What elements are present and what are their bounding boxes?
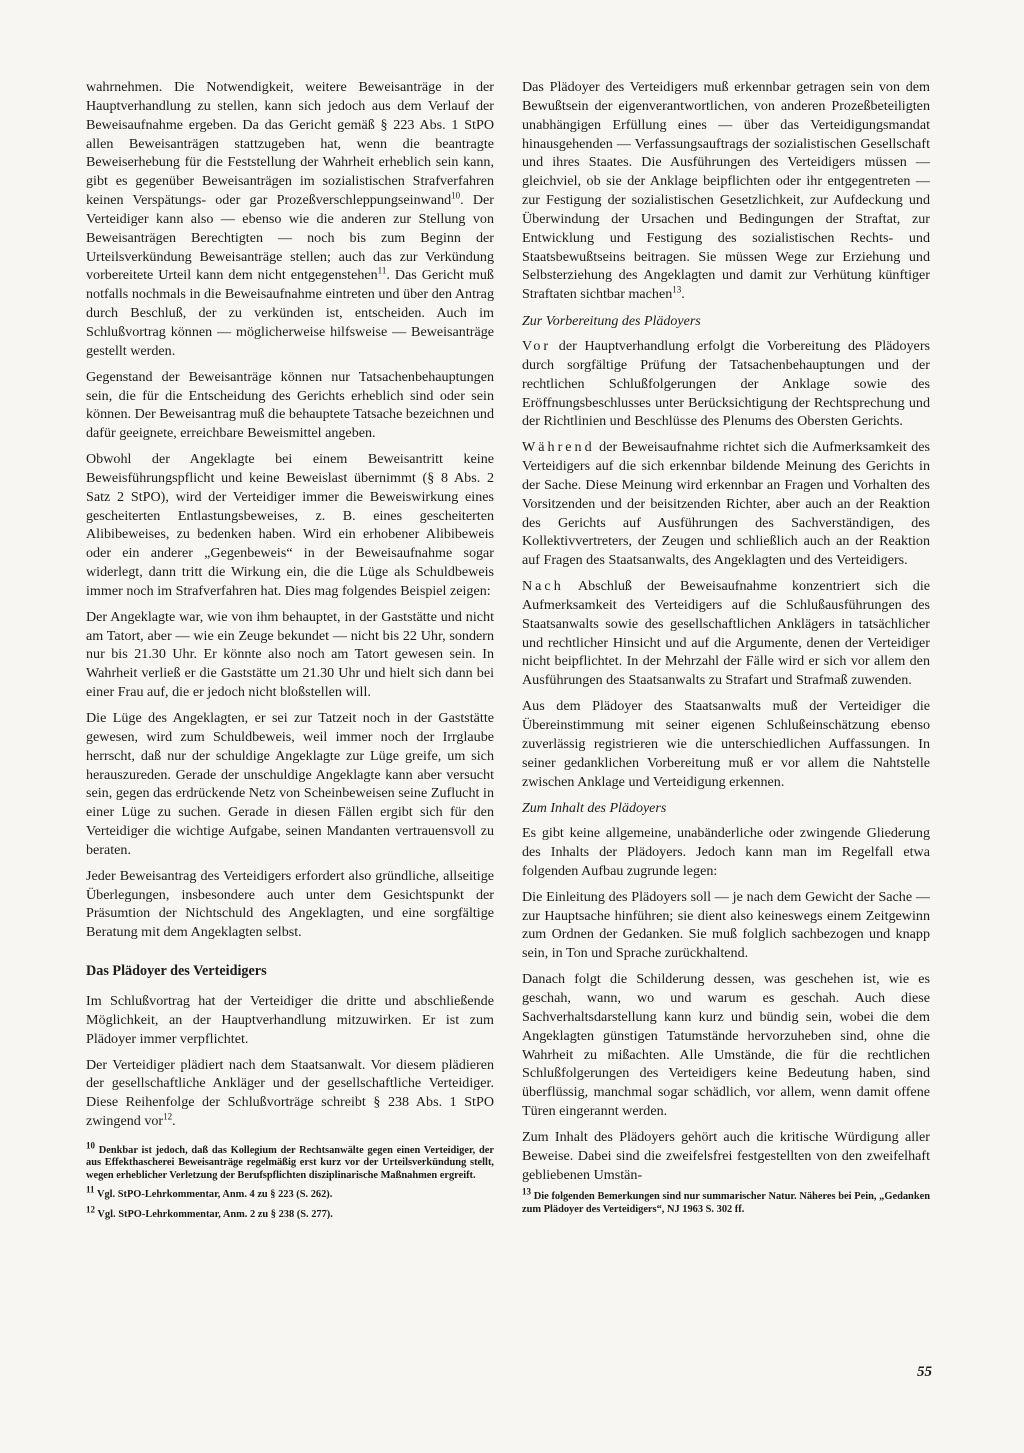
- footnote-ref: 11: [377, 265, 387, 276]
- paragraph-text: Abschluß der Beweisaufnahme konzentriert sich die Aufmerksamkeit des Verteidigers auf die Schlußausführungen des Staatsanwalts sowie des gesellschaftlichen Anklägers in tatsächlicher und rechtlicher Hinsicht und auf die Argumente, denen der Verteidiger nicht beipflichtet. In der Mehrzahl der Fälle wird er sich vor allem den Ausführungen des Staatsanwalts zu Strafart und Strafmaß zuwenden.: [522, 578, 930, 689]
- footnote-12: [86, 1204, 494, 1221]
- right-column: [522, 78, 930, 1223]
- paragraph-text: .: [172, 1113, 176, 1130]
- paragraph: Gegenstand der Beweisanträge können nur Tatsachenbehauptungen sein, die für die Entscheidung des Gerichts erheblich sind oder sein können. Der Beweisantrag muß die behauptete Tatsache bezeichnen und dafür geeignete, erreichbare Beweismittel angeben.: [86, 368, 494, 442]
- footnote-number: 11: [86, 1184, 95, 1195]
- footnote-13: [522, 1186, 930, 1216]
- footnote-text: Denkbar ist jedoch, daß das Kollegium der Rechtsanwälte gegen einen Verteidiger, der aus Effekthascherei Beweisanträge regelmäßig erst kurz vor der Urteilsverkündung stellt, wegen erheblicher Verletzung der Berufspflichten disziplinarische Maßnahmen ergreift.: [86, 1144, 494, 1181]
- paragraph-text: der Beweisaufnahme richtet sich die Aufmerksamkeit des Verteidigers auf die sich erkennbar bildende Meinung des Gerichts in der Sache. Diese Meinung wird erkennbar an Fragen und Vorhalten des Vorsitzenden und der beisitzenden Richter, aber auch an der Reaktion des Gerichts auf Ausführungen des Sachverständigen, des Kollektivvertreters, der Zeugen und schließlich auch an der Reaktion auf Fragen des Staatsanwalts, des Angeklagten und des Verteidigers.: [522, 439, 930, 569]
- footnote-number: 12: [86, 1204, 95, 1215]
- example-paragraph: Der Angeklagte war, wie von ihm behauptet, in der Gaststätte und nicht am Tatort, aber — wie ein Zeuge bekundet — nicht bis 22 Uhr, sondern nur bis 21.30 Uhr. Er könnte also noch am Tatort gewesen sein. In Wahrheit verließ er die Gaststätte um 21.30 Uhr und hielt sich dann bei einer Frau auf, die er jedoch nicht bloßstellen will.: [86, 608, 494, 701]
- paragraph: Jeder Beweisantrag des Verteidigers erfordert also gründliche, allseitige Überlegungen, insbesondere auch unter dem Gesichtspunkt der Präsumtion der Nichtschuld des Angeklagten, und eine sorgfältige Beratung mit dem Angeklagten selbst.: [86, 867, 494, 941]
- footnotes: [86, 1140, 494, 1221]
- paragraph: Die Lüge des Angeklagten, er sei zur Tatzeit noch in der Gaststätte gewesen, wird zum Schuldbeweis, weil immer noch der Irrglaube herrscht, daß nur der schuldige Angeklagte zur Lüge greife, um sich herauszureden. Gerade der unschuldige Angeklagte kann aber versucht sein, gegen das erdrückende Netz von Scheinbeweisen seine Zuflucht in einer Lüge zu suchen. Gerade in diesen Fällen ergibt sich für den Verteidiger die wichtige Aufgabe, seinen Mandanten vertrauensvoll zu beraten.: [86, 710, 494, 858]
- paragraph: Zum Inhalt des Plädoyers gehört auch die kritische Würdigung aller Beweise. Dabei sind die zweifelsfrei festgestellten von den zweifelhaft gebliebenen Umstän-: [522, 1128, 930, 1183]
- paragraph-text: der Hauptverhandlung erfolgt die Vorbereitung des Plädoyers durch sorgfältige Prüfung der Tatsachenbehauptungen und der rechtlichen Schlußfolgerungen der Anklage sowie des Eröffnungsbeschlusses unter Berücksichtigung der Rechtsprechung und der Richtlinien und Beschlüsse des Plenums des Obersten Gerichts.: [522, 337, 930, 430]
- footnote-text: Vgl. StPO-Lehrkommentar, Anm. 2 zu § 238 (S. 277).: [97, 1208, 333, 1220]
- paragraph: [522, 78, 930, 304]
- spaced-lead-word: Vor: [522, 337, 552, 354]
- paragraph: [86, 78, 494, 361]
- paragraph: Obwohl der Angeklagte bei einem Beweisantritt keine Beweisführungspflicht und keine Beweislast übernimmt (§ 8 Abs. 2 Satz 2 StPO), wird der Verteidiger immer die Beweiswirkung eines gescheiterten Entlastungsbeweises, z. B. eines gescheiterten Alibibeweises, zu bedenken haben. Wird ein erhobener Alibibeweis oder ein anderer „Gegenbeweis“ in der Beweisaufnahme sogar widerlegt, dann tritt die Wirkung ein, die die Lüge als Schuldbeweis immer noch im Strafverfahren hat. Dies mag folgendes Beispiel zeigen:: [86, 451, 494, 599]
- paragraph-text: Das Plädoyer des Verteidigers muß erkennbar getragen sein von dem Bewußtsein der eigenverantwortlichen, von anderen Prozeßbeteiligten unabhängigen Erfüllung eines — über das Verteidigungsmandat hinausgehenden — Verfassungsauftrags der sozialistischen Gesellschaft und ihres Staates. Die Ausführungen des Verteidigers müssen — gleichviel, ob sie der Anklage beipflichten oder ihr entgegentreten — zur Festigung der sozialistischen Gesetzlichkeit, zur Aufdeckung und Überwindung der Ursachen und Bedingungen der Straftat, zur Entwicklung und Festigung des sozialistischen Rechts- und Staatsbewußtseins beitragen. Sie müssen Wege zur Erziehung und Selbsterziehung des Angeklagten und damit zur Verhütung künftiger Straftaten sichtbar machen: [522, 79, 930, 303]
- footnote-ref: 12: [163, 1111, 173, 1122]
- paragraph: Die Einleitung des Plädoyers soll — je nach dem Gewicht der Sache — zur Hauptsache hinführen; sie dient also keineswegs einem Zeitgewinn zum Ordnen der Gedanken. Sie muß folglich sachbezogen und knapp sein, in Ton und Sprache zurückhaltend.: [522, 888, 930, 962]
- subheading: Zur Vorbereitung des Plädoyers: [522, 314, 701, 330]
- subheading: Zum Inhalt des Plädoyers: [522, 801, 667, 817]
- footnote-number: 10: [86, 1140, 95, 1151]
- footnote-11: [86, 1184, 494, 1201]
- footnote-ref: 13: [672, 284, 682, 295]
- paragraph: [522, 438, 930, 570]
- section-heading: Das Plädoyer des Verteidigers: [86, 963, 267, 980]
- footnotes: [522, 1186, 930, 1216]
- footnote-ref: 10: [451, 190, 461, 201]
- footnote-text: Die folgenden Bemerkungen sind nur summarischer Natur. Näheres bei Pein, „Gedanken zum Plädoyer des Verteidigers“, NJ 1963 S. 302 ff.: [522, 1191, 930, 1215]
- footnote-text: Vgl. StPO-Lehrkommentar, Anm. 4 zu § 223 (S. 262).: [96, 1189, 333, 1201]
- footnote-10: [86, 1140, 494, 1182]
- paragraph-text: wahrnehmen. Die Notwendigkeit, weitere Beweisanträge in der Hauptverhandlung zu stellen, kann sich jedoch aus dem Verlauf der Beweisaufnahme ergeben. Da das Gericht gemäß § 223 Abs. 1 StPO allen Beweisanträgen stattzugeben hat, wenn die beantragte Beweiserhebung für die Feststellung der Wahrheit erheblich sein kann, gibt es gegenüber Beweisanträgen im sozialistischen Strafverfahren keinen Verspätungs- oder gar Prozeßverschleppungseinwand: [86, 79, 494, 209]
- paragraph: [522, 337, 930, 431]
- spaced-lead-word: Während: [522, 439, 595, 456]
- paragraph-text: . Der Verteidiger kann also — ebenso wie die anderen zur Stellung von Beweisanträgen Berechtigten — noch bis zum Beginn der Urteilsverkündung Beweisanträge stellen; auch das zur Verkündung vorbereitete Urteil kann dem nicht entgegenstehen: [86, 192, 494, 284]
- paragraph: Danach folgt die Schilderung dessen, was geschehen ist, wie es geschah, wann, wo und warum es geschah. Auch diese Sachverhaltsdarstellung kann kurz und bündig sein, wobei die dem Angeklagten günstigen Tatumstände hervorzuheben sind, ohne die Wahrheit zu mißachten. Alle Umstände, die für die rechtlichen Schlußfolgerungen des Verteidigers keine Bedeutung haben, sind überflüssig, manchmal sogar schädlich, vor allem, wenn damit offene Türen eingerannt werden.: [522, 971, 930, 1120]
- paragraph-text: . Das Gericht muß notfalls nochmals in die Beweisaufnahme eintreten und über den Antrag durch Beschluß, der zu verkünden ist, entscheiden. Auch im Schlußvortrag können — möglicherweise hilfsweise — Beweisanträge gestellt werden.: [86, 267, 494, 359]
- paragraph: Es gibt keine allgemeine, unabänderliche oder zwingende Gliederung des Inhalts der Plädoyers. Jedoch kann man im Regelfall etwa folgenden Aufbau zugrunde legen:: [522, 825, 930, 879]
- paragraph: [86, 1056, 494, 1131]
- paragraph: Im Schlußvortrag hat der Verteidiger die dritte und abschließende Möglichkeit, an der Hauptverhandlung mitzuwirken. Er ist zum Plädoyer immer verpflichtet.: [86, 992, 494, 1047]
- paragraph-text: .: [681, 286, 685, 303]
- page-number: 55: [917, 1364, 932, 1380]
- footnote-number: 13: [522, 1186, 531, 1197]
- paragraph-text: Der Verteidiger plädiert nach dem Staatsanwalt. Vor diesem plädieren der gesellschaftliche Ankläger und der gesellschaftliche Verteidiger. Diese Reihenfolge der Schlußvorträge schreibt § 238 Abs. 1 StPO zwingend vor: [86, 1056, 494, 1130]
- left-column: [86, 78, 494, 1228]
- paragraph: [522, 577, 930, 690]
- spaced-lead-word: Nach: [522, 578, 564, 595]
- paragraph: Aus dem Plädoyer des Staatsanwalts muß der Verteidiger die Übereinstimmung mit seiner eigenen Schlußeinschätzung ebenso zuverlässig registrieren wie die unterschiedlichen Auffassungen. In seiner gedanklichen Vorbereitung muß er vor allem die Nahtstelle zwischen Anklage und Verteidigung erkennen.: [522, 698, 930, 790]
